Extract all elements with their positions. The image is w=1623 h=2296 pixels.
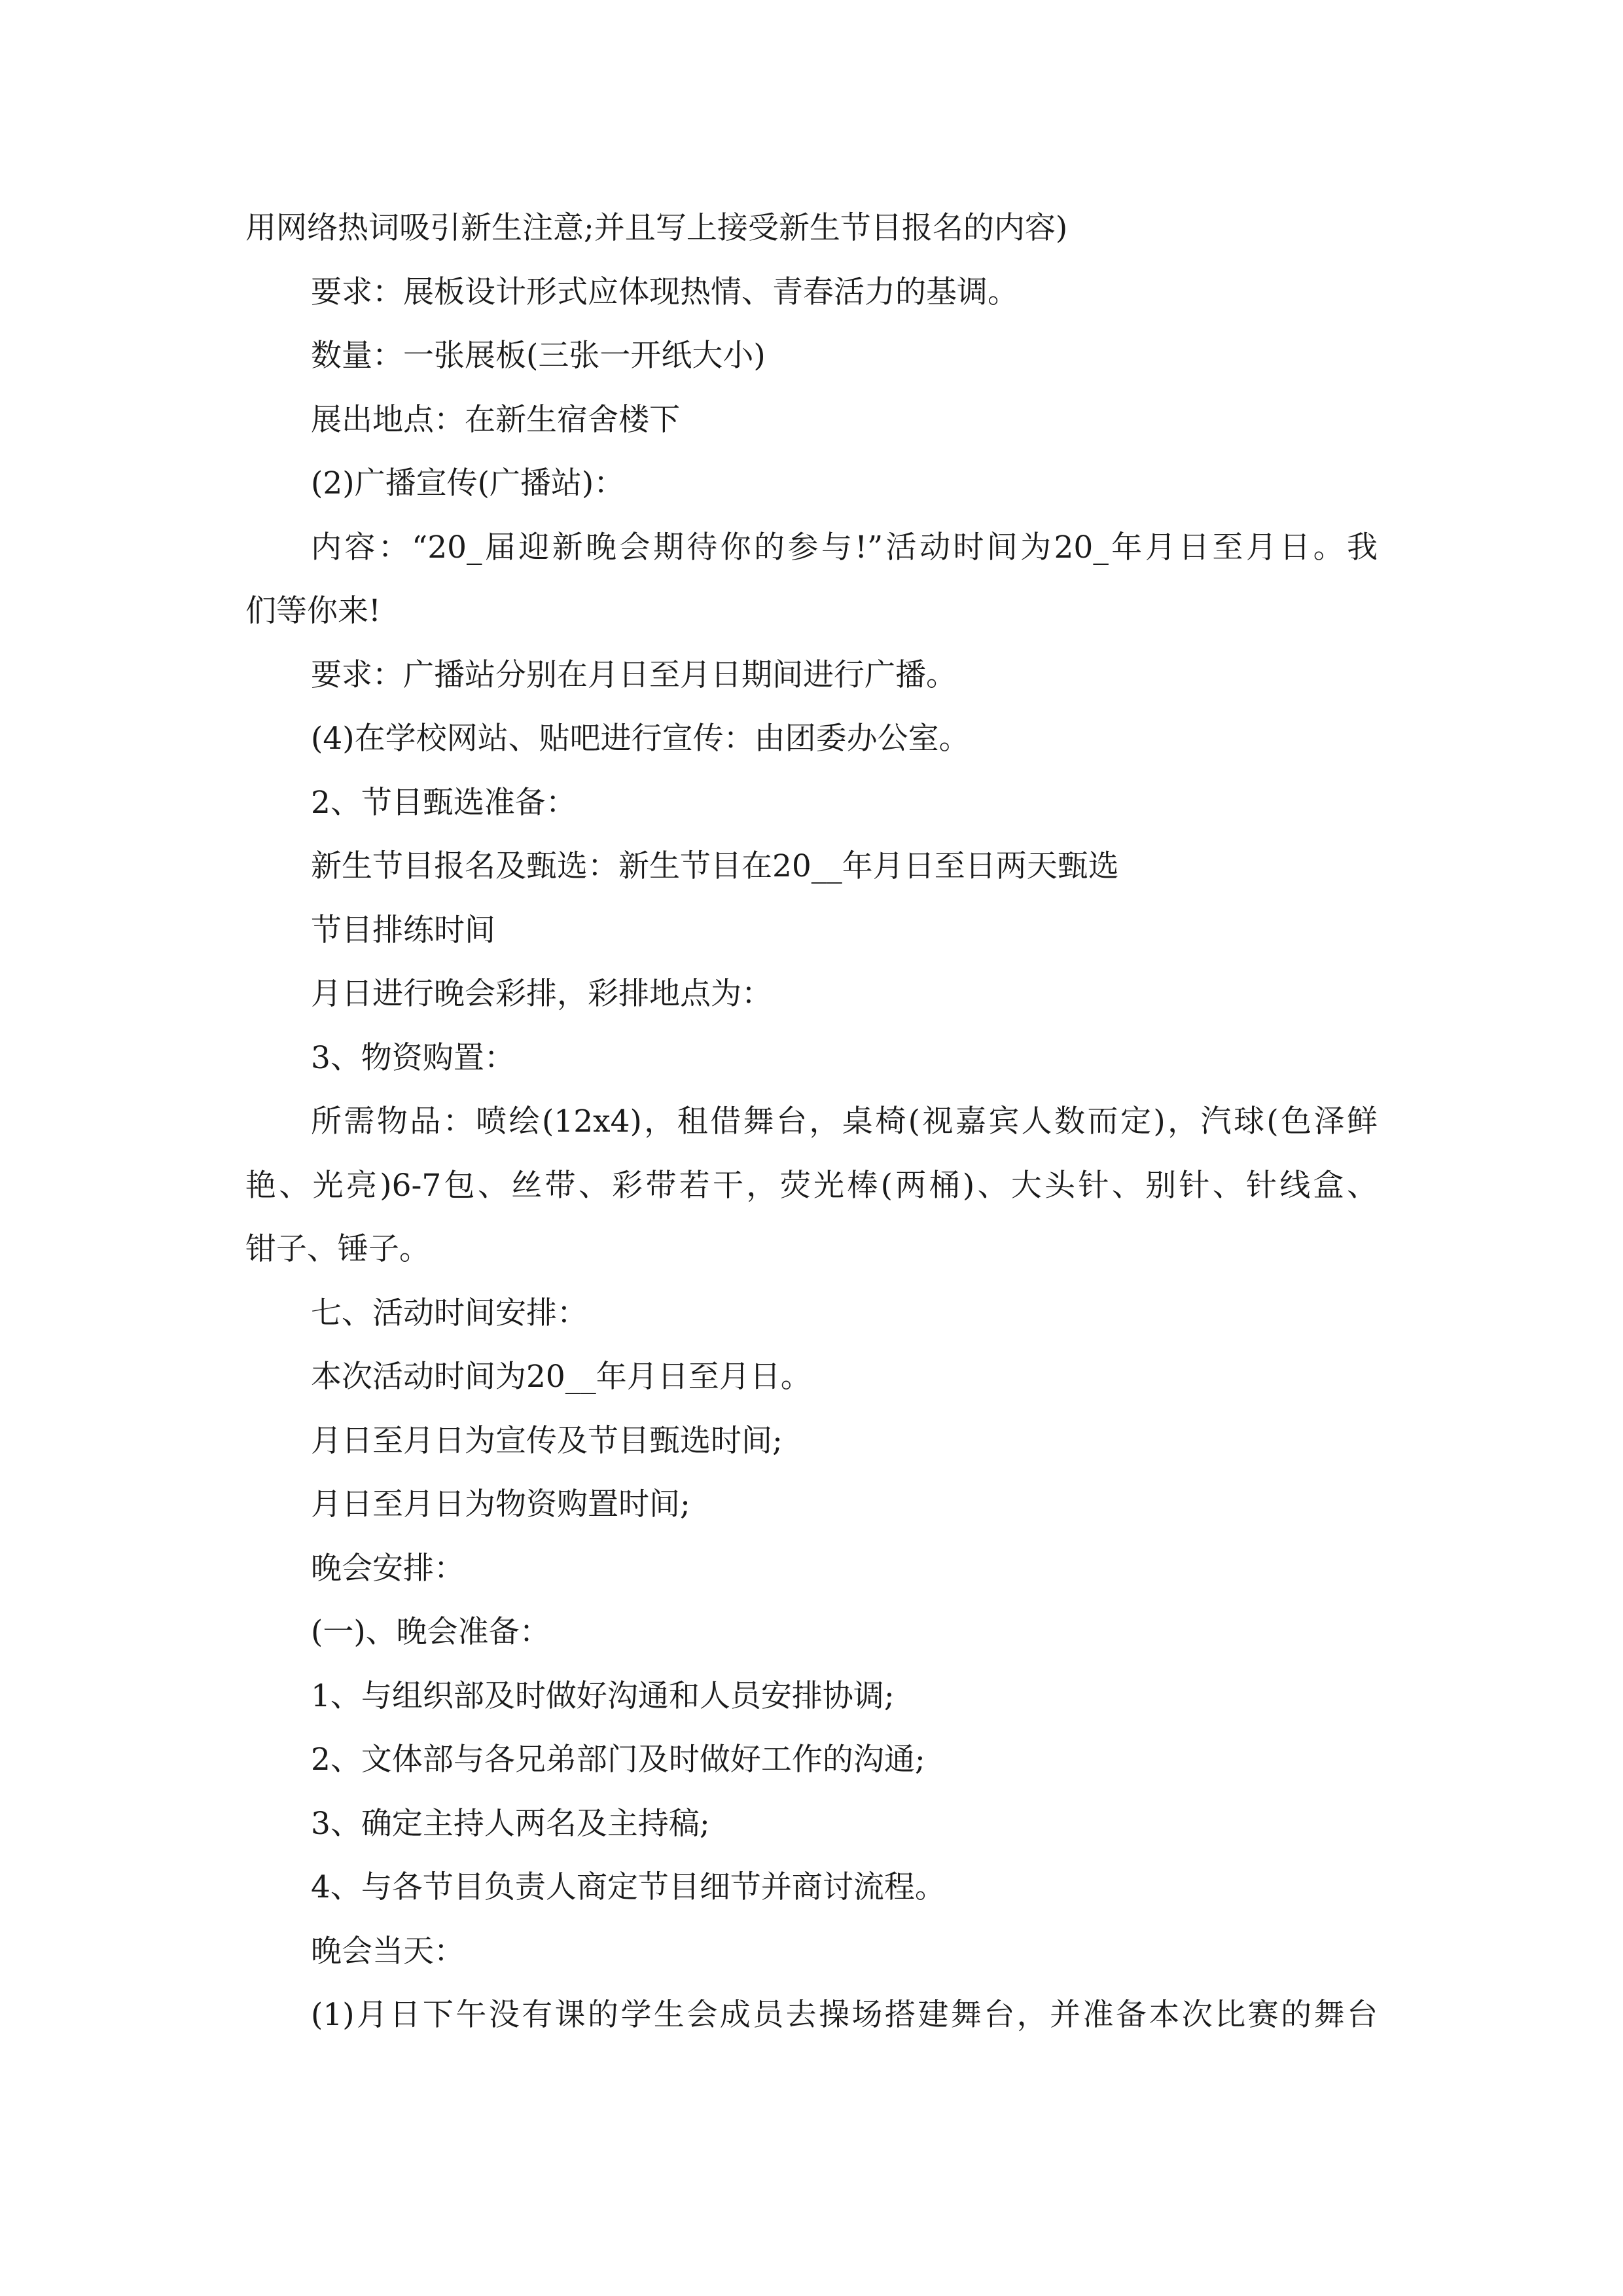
text-line: 展出地点：在新生宿舍楼下 <box>311 401 680 438</box>
text-line: 3、确定主持人两名及主持稿; <box>311 1805 710 1842</box>
text-line: 2、文体部与各兄弟部门及时做好工作的沟通; <box>311 1742 925 1778</box>
text-line: 晚会当天： <box>311 1933 465 1969</box>
text-line: 晚会安排： <box>311 1550 465 1587</box>
text-line: 要求：广播站分别在月日至月日期间进行广播。 <box>311 656 957 693</box>
text-line: 要求：展板设计形式应体现热情、青春活力的基调。 <box>311 274 1018 310</box>
text-line: 1、与组织部及时做好沟通和人员安排协调; <box>311 1677 895 1714</box>
text-line: 月日进行晚会彩排，彩排地点为： <box>311 976 772 1012</box>
text-line: 七、活动时间安排： <box>311 1295 588 1331</box>
text-line: 数量：一张展板(三张一开纸大小) <box>311 338 766 374</box>
text-line: 所需物品：喷绘(12x4)，租借舞台，桌椅(视嘉宾人数而定)，汽球(色泽鲜 <box>311 1103 1378 1139</box>
text-line: 本次活动时间为20__年月日至月日。 <box>311 1359 812 1395</box>
text-line: 艳、光亮)6-7包、丝带、彩带若干，荧光棒(两桶)、大头针、别针、针线盒、 <box>245 1167 1378 1204</box>
text-line: 内容：“20_届迎新晚会期待你的参与!”活动时间为20_年月日至月日。我 <box>311 529 1378 565</box>
text-line: 4、与各节目负责人商定节目细节并商讨流程。 <box>311 1869 946 1905</box>
text-line: 月日至月日为物资购置时间; <box>311 1486 690 1522</box>
text-line: 钳子、锤子。 <box>245 1231 430 1267</box>
text-line: (1)月日下午没有课的学生会成员去操场搭建舞台，并准备本次比赛的舞台 <box>311 1997 1378 2033</box>
text-line: 新生节目报名及甄选：新生节目在20__年月日至日两天甄选 <box>311 848 1119 884</box>
text-line: (2)广播宣传(广播站)： <box>311 465 625 501</box>
text-line: 用网络热词吸引新生注意;并且写上接受新生节目报名的内容) <box>245 210 1068 246</box>
text-line: (一)、晚会准备： <box>311 1614 550 1650</box>
document-body <box>245 196 1378 2047</box>
text-line: 3、物资购置： <box>311 1039 515 1076</box>
text-line: 2、节目甄选准备： <box>311 784 577 821</box>
text-line: 们等你来! <box>245 593 381 629</box>
text-line: 月日至月日为宣传及节目甄选时间; <box>311 1422 783 1459</box>
text-line: 节目排练时间 <box>311 912 495 948</box>
text-line: (4)在学校网站、贴吧进行宣传：由团委办公室。 <box>311 721 970 757</box>
